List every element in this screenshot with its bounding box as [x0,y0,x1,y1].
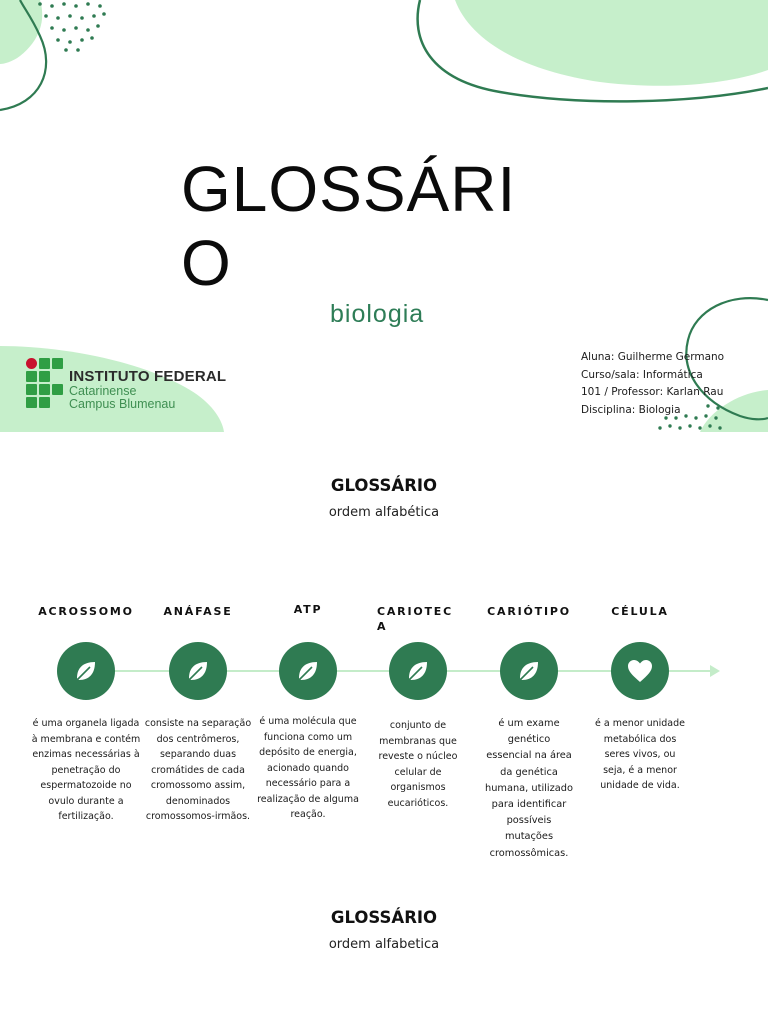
glossary-term [143,604,253,822]
term-description: é um exame genético essencial na área da genética humana, utilizado para identificar possíveis mutações cromossômicas. [485,718,573,859]
term-description: é uma organela ligada à membrana e contém enzimas necessárias à penetração do espermatozoide no ovulo durante a fertilização. [31,718,141,822]
leaf-icon [57,642,115,700]
second-glossary-title: GLOSSÁRIO [330,908,438,927]
glossary-term [363,604,473,809]
timeline-arrow-icon [710,665,720,677]
top-left-blob [0,0,42,64]
term-title: CÉLULA [611,605,669,618]
term-title: CARIOTECA [377,605,453,633]
leaf-icon [279,642,337,700]
student-name: Aluna: Guilherme Germano [581,351,725,363]
glossary-term [474,604,584,859]
institution-line1: Catarinense [69,384,137,398]
institution-line2: Campus Blumenau [69,397,176,411]
top-right-blob [455,0,768,86]
term-description: consiste na separação dos centrômeros, separando duas cromátides de cada cromossomo assim, denominados cromossomos-irmãos. [144,718,252,822]
top-left-dots [38,2,106,52]
term-title: ATP [293,603,323,616]
student-class: Curso/sala: Informática [581,368,703,381]
class-number-professor: 101 / Professor: Karlan Rau [581,386,724,398]
term-description: é uma molécula que funciona como um depósito de energia, acionado quando necessário para a realização de alguma reação. [257,716,359,820]
term-description: conjunto de membranas que reveste o núcleo celular de organismos eucarióticos. [378,720,458,809]
student-info [581,349,731,419]
institution-name: INSTITUTO FEDERAL [69,368,227,385]
term-title: ANÁFASE [163,605,233,618]
cover-slide [0,0,768,432]
term-title: CARIÓTIPO [487,605,571,618]
glossary-subtitle: ordem alfabética [328,505,440,520]
cover-subtitle: biologia [330,300,425,328]
leaf-icon [500,642,558,700]
heart-icon [611,642,669,700]
logo-mark-icon [26,358,63,408]
glossary-title: GLOSSÁRIO [330,476,438,495]
glossary-term [585,604,695,791]
glossary-term [253,602,363,820]
institution-logo [26,358,226,411]
subject: Disciplina: Biologia [581,403,681,416]
glossary-term [31,604,141,822]
leaf-icon [389,642,447,700]
term-description: é a menor unidade metabólica dos seres vivos, ou seja, é a menor unidade de vida. [595,718,685,791]
logo-text [69,358,226,411]
term-title: ACROSSOMO [38,605,134,618]
leaf-icon [169,642,227,700]
glossary-slide [0,432,768,1024]
second-glossary-subtitle: ordem alfabetica [328,937,440,952]
cover-title: GLOSSÁRIO [181,153,517,299]
